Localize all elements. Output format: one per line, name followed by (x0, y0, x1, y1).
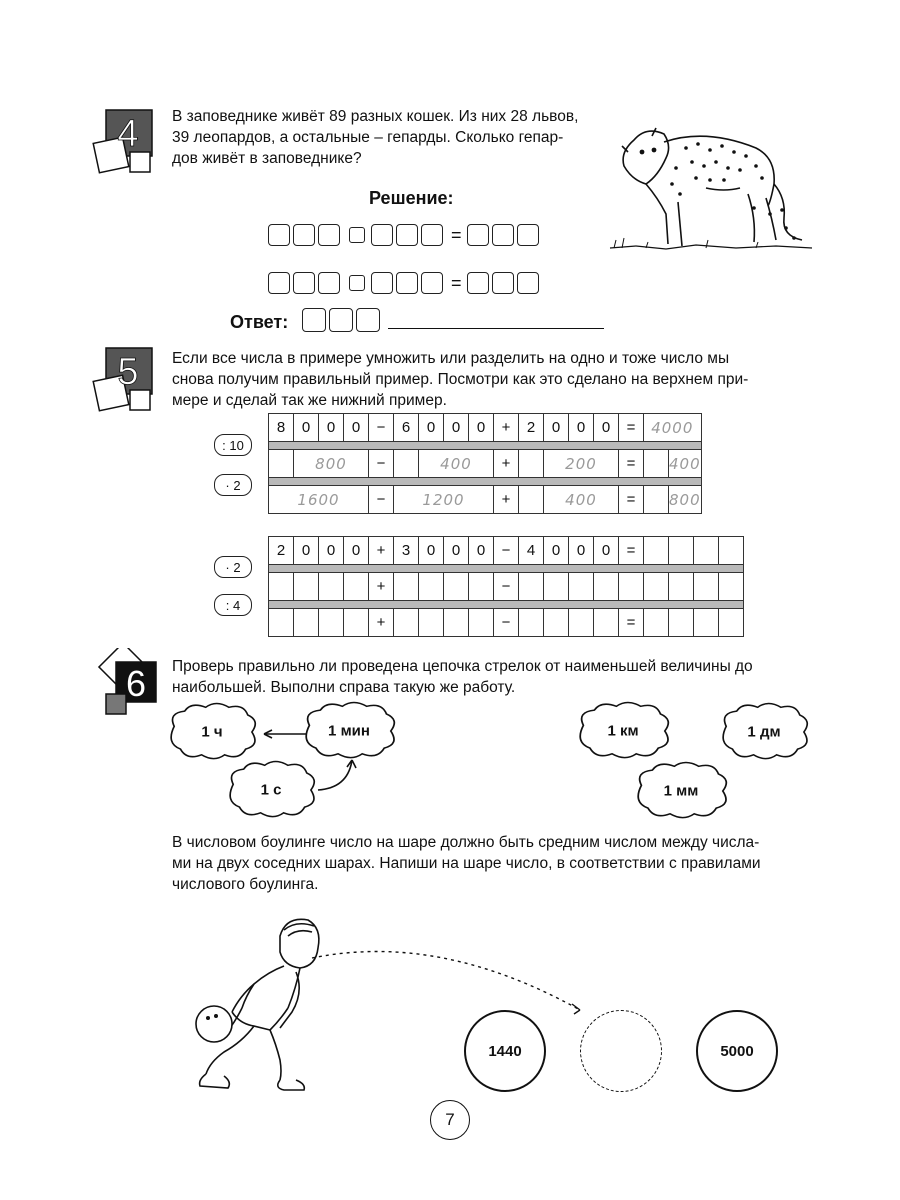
task-6-line-2: наибольшей. Выполни справа такую же работу. (172, 679, 516, 696)
task-5-line-1: Если все числа в примере умножить или разделить на одно и тоже число мы (172, 350, 730, 367)
cloud-label-hour: 1 ч (201, 723, 223, 741)
op-multiply-2: · 2 (214, 474, 252, 496)
equals-sign: = (451, 224, 462, 245)
bottom-row-2: + − (269, 573, 744, 601)
task-5-number: 5 (117, 351, 139, 393)
op-multiply-2-bottom: · 2 (214, 556, 252, 578)
op-divide-4: : 4 (214, 594, 252, 616)
bowling-line-2: ми на двух соседних шарах. Напиши на шаре число, в соответствии с правилами (172, 855, 761, 872)
task-6-line-1: Проверь правильно ли проведена цепочка стрелок от наименьшей величины до (172, 658, 753, 675)
top-row-3: 1600 − 1200 + 400 = 800 (269, 486, 702, 514)
cloud-label-minute: 1 мин (328, 722, 370, 740)
ball-1440: 1440 (464, 1010, 546, 1092)
cloud-label-mm: 1 мм (663, 782, 699, 800)
op-divide-10: : 10 (214, 434, 252, 456)
bottom-row-1: 2 0 0 0 + 3 0 0 0 − 4 0 0 0 = (269, 537, 744, 565)
task-4-number: 4 (117, 113, 139, 155)
cloud-label-dm: 1 дм (747, 723, 781, 741)
cloud-label-second: 1 с (260, 781, 282, 799)
bottom-row-3: + − = (269, 609, 744, 637)
solution-label: Решение: (369, 188, 454, 208)
page-number: 7 (430, 1100, 470, 1140)
ball-5000: 5000 (696, 1010, 778, 1092)
answer-label: Ответ: (230, 312, 289, 332)
task-4-line-3: дов живёт в заповеднике? (172, 150, 362, 167)
bowling-line-3: числового боулинга. (172, 876, 319, 893)
task-5-line-3: мере и сделай так же нижний пример. (172, 392, 447, 409)
top-row-2: 800 − 400 + 200 = 400 (269, 450, 702, 478)
cloud-label-km: 1 км (607, 722, 639, 740)
bowling-line-1: В числовом боулинге число на шаре должно быть средним числом между числа- (172, 834, 760, 851)
handwritten-answer: 4000 (644, 414, 702, 442)
task-5-line-2: снова получим правильный пример. Посмотри как это сделано на верхнем при- (172, 371, 749, 388)
top-row-1: 8 0 0 0 − 6 0 0 0 + 2 0 0 0 = 4000 (269, 414, 702, 442)
task-4-line-2: 39 леопардов, а остальные – гепарды. Сколько гепар- (172, 129, 564, 146)
equals-sign: = (451, 272, 462, 293)
task-6-number: 6 (125, 663, 147, 704)
ball-empty[interactable] (580, 1010, 662, 1092)
throw-trajectory (312, 952, 580, 1011)
task-4-line-1: В заповеднике живёт 89 разных кошек. Из них 28 львов, (172, 108, 579, 125)
